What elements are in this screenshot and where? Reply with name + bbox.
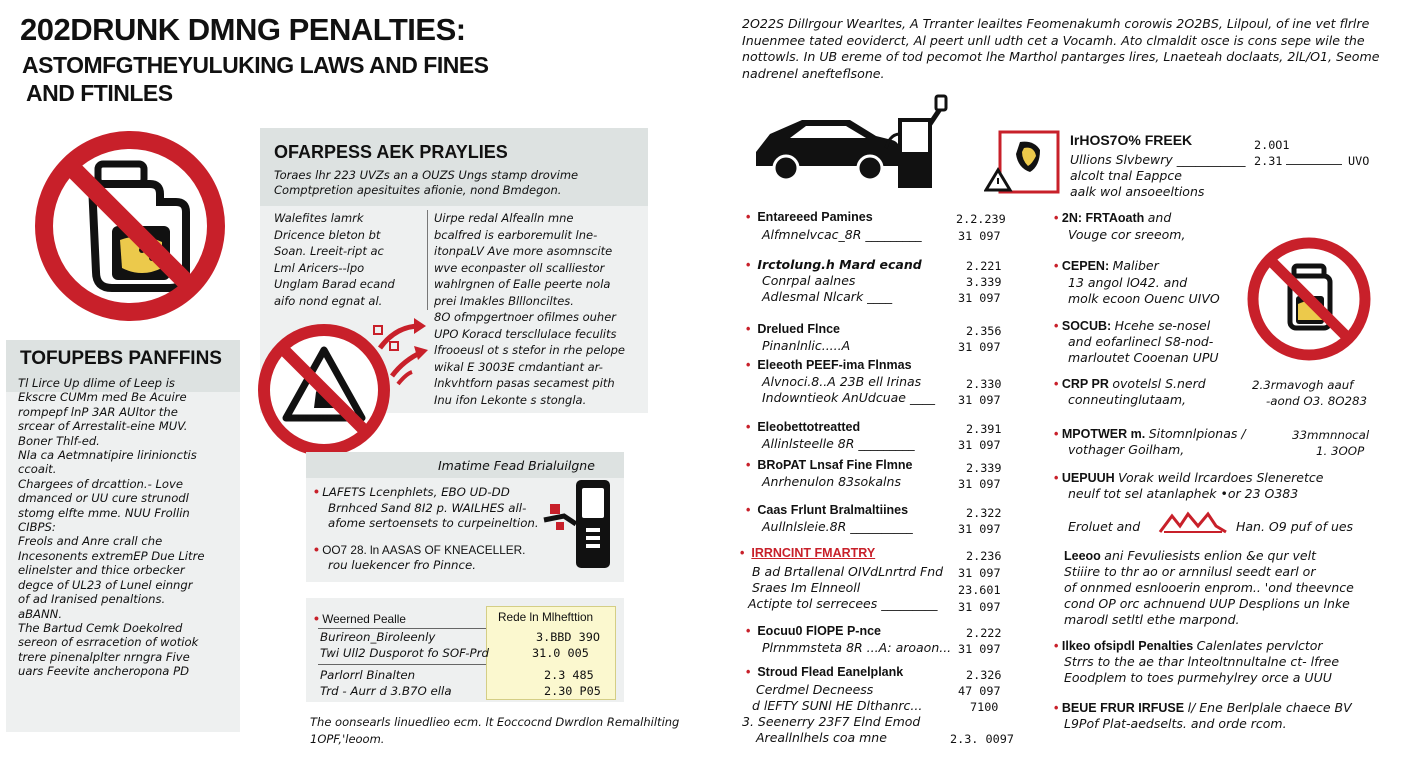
arrows-icon xyxy=(370,312,432,390)
penalties-sidebar-heading: TOFUPEBS PANFFINS xyxy=(20,348,222,369)
list-item-value: 31 097 xyxy=(958,393,1001,407)
list-item-sub: Alvnoci.8..A 23B ell Irinas xyxy=(762,374,922,389)
list-item-sub: 3. Seenerry 23F7 Elnd Emod xyxy=(742,714,921,729)
box-value: 2.31 xyxy=(1254,154,1283,168)
list-item-value: 2.330 xyxy=(966,377,1002,391)
penalties-panel-heading: OFARPESS AEK PRAYLIES xyxy=(274,142,508,162)
list-item-sub: neulf tot sel atanlaphek •or 23 O383 xyxy=(1068,486,1299,501)
box-line: Ullions Slvbewry ___________ xyxy=(1070,152,1246,167)
list-item-value: 31 097 xyxy=(958,522,1001,536)
list-item-value: 31 097 xyxy=(958,438,1001,452)
table-row-value: 31.0 005 xyxy=(532,646,589,660)
list-item-sub: Sraes Im Elnneoll xyxy=(752,580,861,595)
list-item-sub: cond OP orc achnuend UUP Desplions un lnke xyxy=(1064,596,1350,611)
list-item-value: 2.322 xyxy=(966,506,1002,520)
list-item-sub: Strrs to the ae thar lnteoltnnultalne ct- lfree xyxy=(1064,654,1340,669)
list-item-value: 31 097 xyxy=(958,291,1001,305)
list-item-sub: vothager Goilham, xyxy=(1068,442,1185,457)
list-item-value: 2.3rmavogh aauf xyxy=(1252,378,1354,392)
warning-frame-icon xyxy=(984,130,1060,196)
no-drinking-icon xyxy=(26,122,234,330)
list-item: • Entareeed Pamines xyxy=(746,210,873,224)
list-item: • IRRNCINT FMARTRY xyxy=(740,546,876,560)
list-item: Eroluet and xyxy=(1068,519,1141,534)
column-divider xyxy=(427,210,428,310)
list-item-sub: Stiiire to thr ao or arnnilusl seedt earl or xyxy=(1064,564,1316,579)
list-item-sub: Conrpal aalnes xyxy=(762,273,856,288)
table-row-label: Parlorrl Binalten xyxy=(320,668,416,682)
list-item-value: -aond O3. 8O283 xyxy=(1266,394,1368,408)
penalties-panel-left-text: Walefites lamrk Dricence bleton bt Soan. Lreeit-ript ac Lml Aricers--lpo Unglam Barad ecand aifo nond egnat al. xyxy=(274,211,395,308)
list-item: • Irctolung.h Mard ecand xyxy=(746,257,922,272)
list-item: • Eocuu0 FlOPE P-nce xyxy=(746,624,881,638)
list-item: • CEPEN: Maliber xyxy=(1054,258,1159,273)
list-item-value: 31 097 xyxy=(958,229,1001,243)
list-item-sub: 13 angol lO42. and xyxy=(1068,275,1188,290)
fees-box-heading: Imatime Fead Brialuilgne xyxy=(438,458,595,473)
list-item-sub: Anrhenulon 83sokalns xyxy=(762,474,901,489)
table-caption: The oonsearls linuedlieo ecm. lt Eoccocnd Dwrdlon Remalhilting 1OPF,'leoom. xyxy=(310,715,680,746)
table-row-label: Trd - Aurr d 3.B7O ella xyxy=(320,684,452,698)
list-item-sub: Actipte tol serrecees _________ xyxy=(748,596,938,611)
list-item-value: 2.391 xyxy=(966,422,1002,436)
list-item-value: 31 097 xyxy=(958,642,1001,656)
list-item-value: 31 097 xyxy=(958,566,1001,580)
list-item-sub: Han. O9 puf of ues xyxy=(1236,519,1354,534)
list-item-sub: Allinlsteelle 8R _________ xyxy=(762,436,915,451)
table-row-value: 3.BBD 39O xyxy=(536,630,600,644)
list-item: • Stroud Flead Eanelplank xyxy=(746,665,904,679)
list-item: • MPOTWER m. Sitomnlpionas / xyxy=(1054,426,1246,441)
list-item: • SOCUB: Hcehe se-nosel xyxy=(1054,318,1211,333)
breathalyzer-icon xyxy=(540,476,616,572)
box-value: 2.0O1 xyxy=(1254,138,1290,152)
penalties-panel-intro: Toraes lhr 223 UVZs an a OUZS Ungs stamp drovime Comptpretion apesituites afionie, nond Bmdegon. xyxy=(274,168,579,197)
list-item-value: 2.3. 0097 xyxy=(950,732,1014,746)
table-row-label: Twi Ull2 Dusporot fo SOF-Prd xyxy=(320,646,489,660)
list-item-value: 47 097 xyxy=(958,684,1001,698)
list-item-value: 23.601 xyxy=(958,583,1001,597)
list-item: • Caas Frlunt Bralmaltiines xyxy=(746,503,909,517)
list-item: • BEUE FRUR IRFUSE l/ Ene Berlplale chaece BV xyxy=(1054,700,1352,715)
fines-table-right-heading: Rede ln Mlhefttion xyxy=(498,610,594,624)
list-item: • UEPUUH Vorak weild lrcardoes Sleneretce xyxy=(1054,470,1324,485)
list-item-value: 2.339 xyxy=(966,461,1002,475)
page-subtitle: ASTOMFGTHEYULUKING LAWS AND FINES xyxy=(22,52,489,78)
table-row-value: 2.30 P05 xyxy=(544,684,601,698)
page-title: 202DRUNK DMNG PENALTIES: xyxy=(20,12,466,47)
intro-paragraph: 2O22S Dillrgour Wearltes, A Trranter leailtes Feomenakumh corowis 2O2BS, Lilpoul, of ine vet flrlre Inuenmee tated eoviderct, Al peert unll udth cet a Vocamh. Ato clmaldit osce is cons sepe wile the nottowls. In UB ereme of tod pecomot lhe Marthol pantarges lires, Lnaeteah doclaats, 2lL/O1, Seome nadrenel anefteflsone. xyxy=(742,16,1380,81)
list-item-value: 2.2.239 xyxy=(956,212,1006,226)
list-item-sub: B ad Brtallenal OIVdLnrtrd Fnd xyxy=(752,564,944,579)
list-item-sub: molk ecoon Ouenc UIVO xyxy=(1068,291,1220,306)
penalties-panel-right-text: Uirpe redal Alfealln mne bcalfred is earboremulit lne- itonpaLV Ave more asomnscite wve econpaster oll scalliestor wahlrgnen of Ealle peerte nola prei Imakles Blllonciltes. 8O ofmpgertnoer ofilmes ouher UPO Koracd terscllulace feculits lfrooeusl ot s stefor in rhe pelope wikal E 3003E cmdantiant ar- lnkvhtforn pasas secamest pith Inu ifon Lekonte s stongla. xyxy=(434,211,626,407)
list-item-value: 31 097 xyxy=(958,600,1001,614)
sign-label: RIE SUT xyxy=(298,413,334,423)
fines-table-rule xyxy=(318,664,486,665)
list-item: • BRoPAT Lnsaf Fine Flmne xyxy=(746,458,913,472)
list-item-value: 7100 xyxy=(970,700,999,714)
table-row-label: Burireon_Biroleenly xyxy=(320,630,436,644)
list-item: • Eleeoth PEEF-ima Flnmas xyxy=(746,358,912,372)
list-item-value: 33mmnnocal xyxy=(1292,428,1370,442)
list-item-sub: Plrnmmsteta 8R ...A: aroaon... xyxy=(762,640,952,655)
list-item-sub: L9Pof Plat-aedselts. and orde rcom. xyxy=(1064,716,1287,731)
list-item: Leeoo ani Fevuliesists enlion &e qur velt xyxy=(1064,548,1316,563)
list-item-value: 31 097 xyxy=(958,477,1001,491)
list-item-sub: marodl setltl ethe marpond. xyxy=(1064,612,1240,627)
list-item-sub: conneutinglutaam, xyxy=(1068,392,1186,407)
list-item-value: 2.222 xyxy=(966,626,1002,640)
list-item-value: 2.236 xyxy=(966,549,1002,563)
list-item-sub: Indowntieok AnUdcuae ____ xyxy=(762,390,935,405)
list-item-value: 2.356 xyxy=(966,324,1002,338)
fines-table-left-heading: • Weerned Pealle xyxy=(314,610,406,626)
list-item-sub: Adlesmal Nlcark ____ xyxy=(762,289,893,304)
list-item-sub: marloutet Cooenan UPU xyxy=(1068,350,1219,365)
list-item-sub: Cerdmel Decneess xyxy=(756,682,874,697)
list-item-value: 3.339 xyxy=(966,275,1002,289)
list-item: • Drelued Flnce xyxy=(746,322,841,336)
box-line: aalk wol ansoeeltions xyxy=(1070,184,1205,199)
list-item: • CRP PR ovotelsl S.nerd xyxy=(1054,376,1206,391)
fees-box-text: • LAFETS Lcenphlets, EBO UD-DD Brnhced Sand 8I2 p. WAILHES all- afome sertoensets to curpeineltion. • OO7 28. ln AASAS OF KNEACELLER. rou luekencer fro Pinnce. xyxy=(314,483,539,572)
box-title: IrHOS7O% FREEK xyxy=(1070,132,1193,148)
list-item-sub: Aullnlsleie.8R __________ xyxy=(762,519,913,534)
box-line: alcolt tnal Eappce xyxy=(1070,168,1182,183)
list-item: • Ilkeo ofsipdl Penalties Calenlates pervlctor xyxy=(1054,638,1323,653)
page-subtitle-continued: AND FTINLES xyxy=(26,80,173,106)
list-item-value: 31 097 xyxy=(958,340,1001,354)
list-item-value: 1. 3OOP xyxy=(1316,444,1365,458)
list-item-sub: Alfmnelvcac_8R _________ xyxy=(762,227,922,242)
list-item-value: 2.326 xyxy=(966,668,1002,682)
penalties-sidebar-text: Tl Lirce Up dlime of Leep is Ekscre CUMm med Be Acuire rompepf lnP 3AR AUltor the srcear of Arrestalit-eine MUV. Boner Thlf-ed. Nla ca Aetmnatipire lirinionctis ccoait. Chargees of drcattion.- Love dmanced or UU cure strunodl stomg elfte mme. NUU Frollin CIBPS: Freols and Anre crall che Incesonents extremEP Due Litre elinelster and thice orbecker degce of UL23 of Lunel einngr of ad Iranised penaltions. aBANN. The Bartud Cemk Doekolred sereon of esrracetion of wotiok trere pinenalplter nrngra Five uars Feevite ancheropona PD xyxy=(18,376,205,679)
list-item-sub: Areallnlhels coa mne xyxy=(756,730,887,745)
fines-table-rule xyxy=(318,628,486,629)
list-item-value: 2.221 xyxy=(966,259,1002,273)
list-item-sub: Eoodplem to toes purmehylrey orce a UUU xyxy=(1064,670,1332,685)
no-drinking-small-icon xyxy=(1244,234,1374,364)
list-item-sub: d lEFTY SUNl HE Dlthanrc... xyxy=(752,698,923,713)
box-value: UVO xyxy=(1348,154,1370,168)
list-item-sub: and eofarlinecl S8-nod- xyxy=(1068,334,1214,349)
list-item: • 2N: FRTAoath and xyxy=(1054,210,1172,225)
table-row-value: 2.3 485 xyxy=(544,668,594,682)
squiggle-icon xyxy=(1156,510,1230,536)
list-item-sub: Pinanlnlic.....A xyxy=(762,338,851,353)
box-rule xyxy=(1286,164,1342,165)
car-gas-pump-icon xyxy=(750,94,960,190)
list-item-sub: Vouge cor sreeom, xyxy=(1068,227,1186,242)
list-item-sub: of onnmed esnlooerin enprom.. 'ond theevnce xyxy=(1064,580,1354,595)
list-item: • Eleobettotreatted xyxy=(746,420,861,434)
